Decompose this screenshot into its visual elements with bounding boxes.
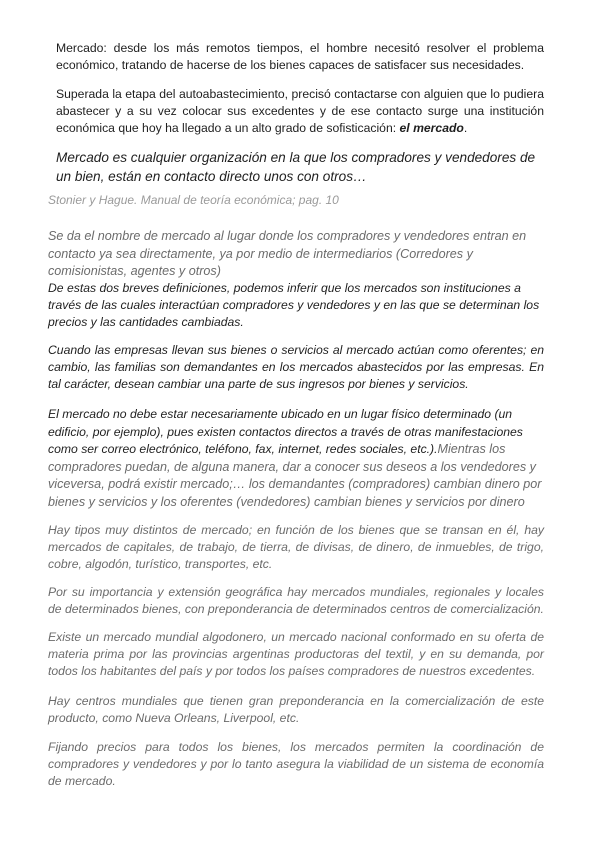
- quote-definition: Mercado es cualquier organización en la que los compradores y vendedores de un bien, están en contacto directo unos con otros…: [56, 150, 536, 184]
- paragraph-importancia-geografica: Por su importancia y extensión geográfica hay mercados mundiales, regionales y locales de determinados bienes, con preponderancia de determinados centros de comercialización.: [48, 585, 544, 617]
- bold-term-mercado: el mercado: [399, 121, 464, 136]
- paragraph-autoabastecimiento-end: .: [463, 121, 468, 136]
- paragraph-oferentes-demandantes: Cuando las empresas llevan sus bienes o servicios al mercado actúan como oferentes; en cambio, las familias son demandantes en los mercados abastecidos por las empresas. En tal carácter, desean cambiar una parte de sus ingresos por bienes y servicios.: [48, 343, 544, 392]
- paragraph-mercado-algodonero: Existe un mercado mundial algodonero, un mercado nacional conformado en su oferta de materia prima por las provincias argentinas productoras del textil, y en su demanda, por todos los habitantes del país y por todos los países compradores de nuestros excedentes.: [48, 630, 544, 679]
- paragraph-lugar-fisico-dark: El mercado no debe estar necesariamente ubicado en un lugar físico determinado (un edificio, por ejemplo), pues existen contactos directos a través de otras manifestaciones como ser correo electrónico, teléfono, fax, internet, redes sociales, etc.).: [48, 407, 523, 457]
- paragraph-inferencia: De estas dos breves definiciones, podemos inferir que los mercados son instituciones a través de las cuales interactúan compradores y vendedores y en las que se determinan los precios y las cantidades cambiadas.: [48, 281, 540, 330]
- paragraph-tipos-mercado: Hay tipos muy distintos de mercado; en función de los bienes que se transan en él, hay mercados de capitales, de trabajo, de tierra, de divisas, de dinero, de inmuebles, de trigo, cobre, algodón, turístico, transportes, etc.: [48, 523, 544, 572]
- paragraph-centros-mundiales: Hay centros mundiales que tienen gran preponderancia en la comercialización de este producto, como Nueva Orleans, Liverpool, etc.: [48, 694, 544, 726]
- paragraph-autoabastecimiento-text: Superada la etapa del autoabastecimiento, precisó contactarse con alguien que lo pudiera abastecer y a su vez colocar sus excedentes y de ese contacto surge una institución económica que hoy ha llegado a un alto grado de sofisticación:: [56, 87, 544, 136]
- paragraph-lugar-fisico-gray: Mientras los compradores puedan, de alguna manera, dar a conocer sus deseos a los vendedores y viceversa, podrá existir mercado;… los demandantes (compradores) cambian dinero por bienes y servicios y los oferentes (vendedores) cambian bienes y servicios por dinero: [48, 442, 542, 509]
- citation: Stonier y Hague. Manual de teoría económica; pag. 10: [48, 193, 339, 207]
- paragraph-mercado-intro: Mercado: desde los más remotos tiempos, el hombre necesitó resolver el problema económico, tratando de hacerse de los bienes capaces de satisfacer sus necesidades.: [56, 41, 544, 73]
- paragraph-lugar-fisico: [48, 406, 544, 512]
- paragraph-autoabastecimiento: [56, 86, 544, 138]
- paragraph-fijando-precios: Fijando precios para todos los bienes, los mercados permiten la coordinación de compradores y vendedores y por lo tanto asegura la viabilidad de un sistema de economía de mercado.: [48, 740, 544, 789]
- paragraph-definition-lugar: Se da el nombre de mercado al lugar donde los compradores y vendedores entran en contacto ya sea directamente, ya por medio de intermediarios (Corredores y comisionistas, agentes y otros): [48, 229, 527, 279]
